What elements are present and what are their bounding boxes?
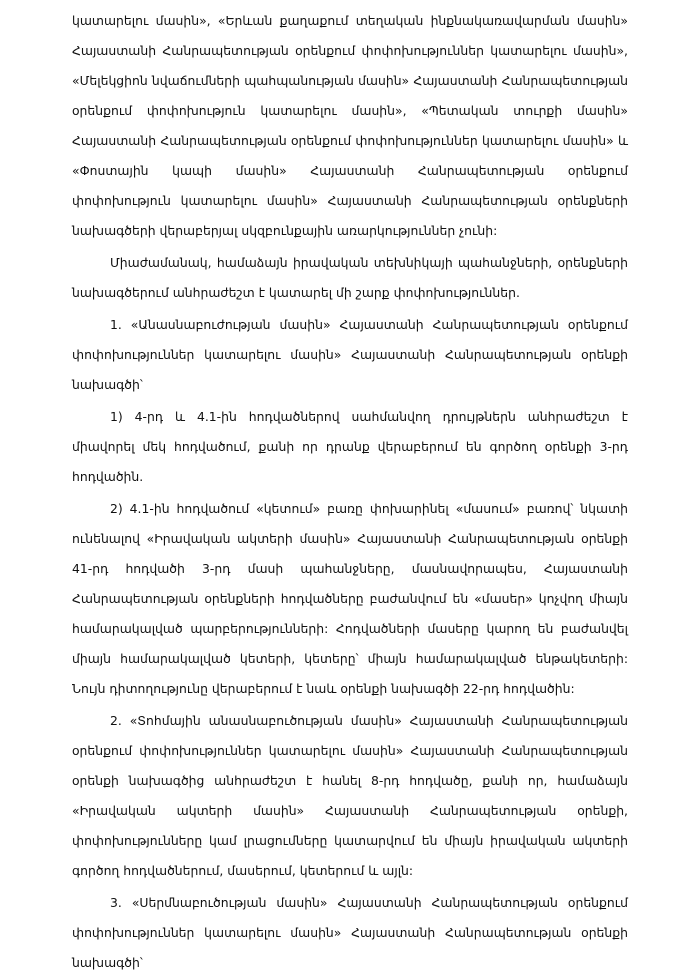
- section-1-heading: 1. «Անասնաբուժության մասին» Հայաստանի Հանրապետության օրենքում փոփոխություններ կատարելու մասին» Հայաստանի Հանրապետության օրենքի նախագծի՝: [72, 317, 628, 392]
- continuation-paragraph: կատարելու մասին», «Երևան քաղաքում տեղական ինքնակառավարման մասին» Հայաստանի Հանրապետության օրենքում փոփոխություններ կատարելու մասին», «Մելեկցիոն նվաճումների պահպանության մասին» Հայաստանի Հանրապետության օրենքում փոփոխություն կատարելու մասին», «Պետական տուրքի մասին» Հայաստանի Հանրապետության օրենքում փոփոխություններ կատարելու մասին» և «Փոստային կապի մասին» Հայաստանի Հանրապետության օրենքում փոփոխություն կատարելու մասին» Հայաստանի Հանրապետության օրենքների նախագծերի վերաբերյալ սկզբունքային առարկություններ չունի:: [72, 13, 628, 238]
- section-1-item-1: 1) 4-րդ և 4.1-ին հոդվածներով սահմանվող դրույթներն անհրաժեշտ է միավորել մեկ հոդվածում, քանի որ դրանք վերաբերում են գործող օրենքի 3-րդ հոդվածին.: [72, 409, 628, 484]
- section-2-paragraph: 2. «Տոհմային անասնաբուծության մասին» Հայաստանի Հանրապետության օրենքում փոփոխություններ կատարելու մասին» Հայաստանի Հանրապետության օրենքի նախագծից անհրաժեշտ է հանել 8-րդ հոդվածը, քանի որ, համաձայն «Իրավական ակտերի մասին» Հայաստանի Հանրապետության օրենքի, փոփոխությունները կամ լրացումները կատարվում են միայն իրավական ակտերի գործող հոդվածներում, մասերում, կետերում և այլն:: [72, 713, 628, 878]
- section-3-heading: 3. «Սերմնաբուծության մասին» Հայաստանի Հանրապետության օրենքում փոփոխություններ կատարելու մասին» Հայաստանի Հանրապետության օրենքի նախագծի՝: [72, 895, 628, 970]
- intro-paragraph: Միաժամանակ, համաձայն իրավական տեխնիկայի պահանջների, օրենքների նախագծերում անհրաժեշտ է կատարել մի շարք փոփոխություններ.: [72, 255, 628, 300]
- section-1-item-2: 2) 4.1-ին հոդվածում «կետում» բառը փոխարինել «մասում» բառով՝ նկատի ունենալով «Իրավական ակտերի մասին» Հայաստանի Հանրապետության օրենքի 41-րդ հոդվածի 3-րդ մասի պահանջները, մասնավորապես, Հայաստանի Հանրապետության օրենքների հոդվածները բաժանվում են «մասեր» կոչվող միայն համարակալված պարբերությունների: Հոդվածների մասերը կարող են բաժանվել միայն համարակալված կետերի, կետերը՝ միայն համարակալված ենթակետերի: Նույն դիտողությունը վերաբերում է նաև օրենքի նախագծի 22-րդ հոդվածին:: [72, 501, 628, 696]
